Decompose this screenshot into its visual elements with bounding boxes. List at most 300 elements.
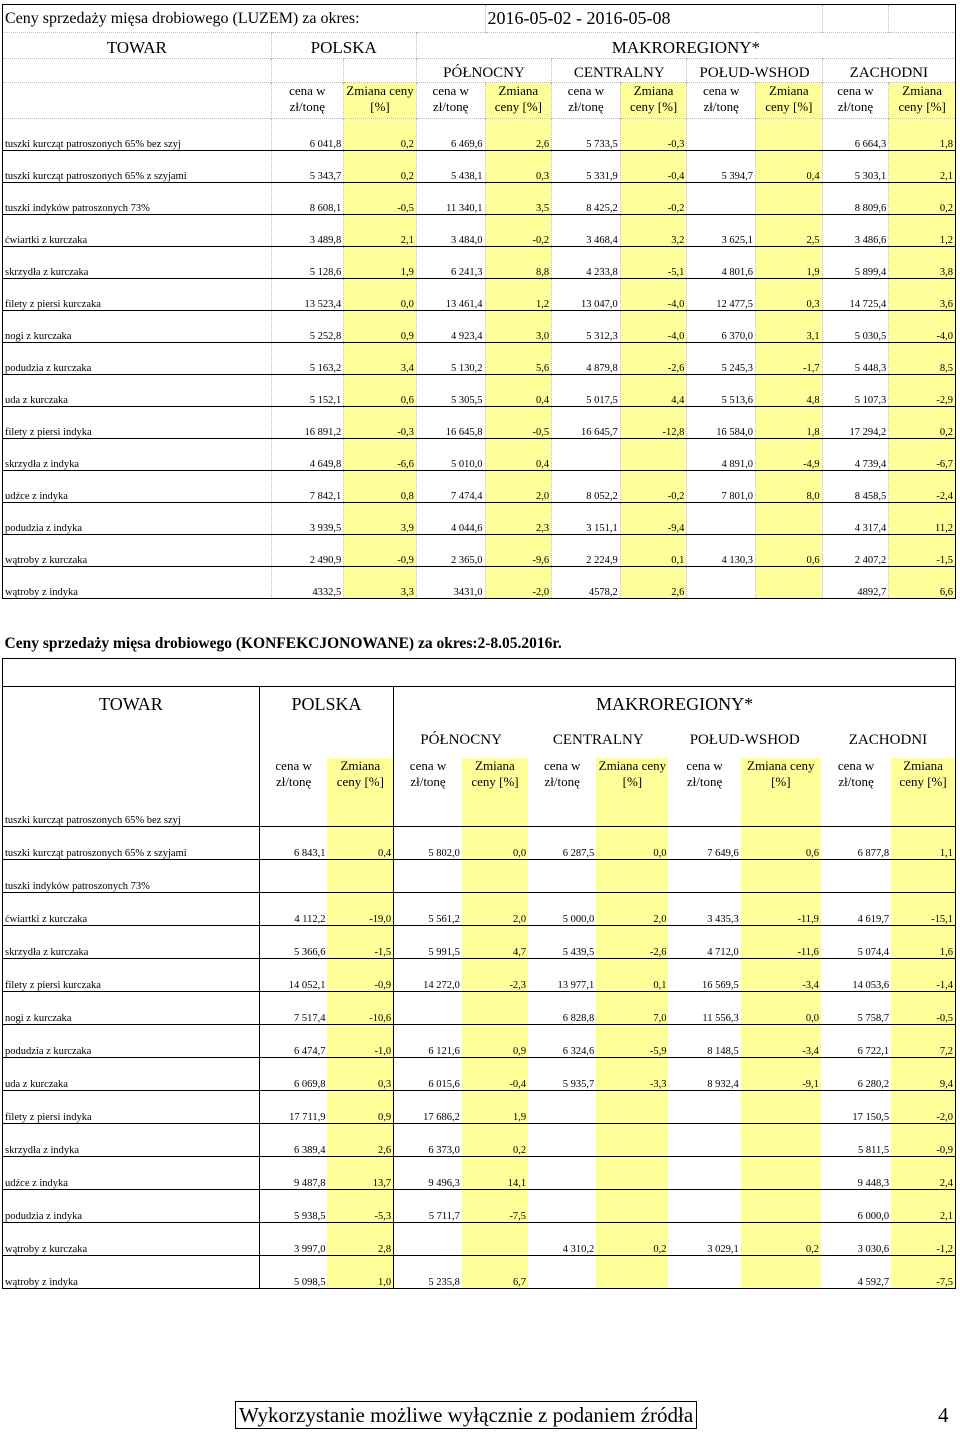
price-cell: 4 891,0 bbox=[687, 439, 756, 471]
price-cell bbox=[687, 503, 756, 535]
change-cell: 0,2 bbox=[344, 119, 417, 151]
price-cell: 5 448,3 bbox=[822, 343, 889, 375]
change-cell: 2,0 bbox=[462, 893, 528, 926]
price-cell: 13 461,4 bbox=[416, 279, 485, 311]
sub-header: cena w zł/tonę bbox=[259, 758, 327, 794]
region-polud-wshod: POŁUD-WSHOD bbox=[687, 59, 822, 83]
table-row bbox=[3, 1256, 956, 1289]
price-cell: 8 932,4 bbox=[668, 1058, 740, 1091]
change-cell: -4,0 bbox=[620, 279, 687, 311]
sub-header: cena w zł/tonę bbox=[837, 758, 875, 789]
price-cell: 5 152,1 bbox=[271, 375, 344, 407]
change-cell bbox=[741, 860, 821, 893]
change-cell bbox=[741, 1256, 821, 1289]
price-cell: 5 305,5 bbox=[416, 375, 485, 407]
change-cell: 0,2 bbox=[462, 1124, 528, 1157]
sub-header: cena w zł/tonę bbox=[543, 758, 581, 789]
change-cell: -7,5 bbox=[891, 1256, 955, 1289]
price-cell: 14 725,4 bbox=[822, 279, 889, 311]
col-polska: POLSKA bbox=[271, 33, 416, 59]
price-cell: 16 584,0 bbox=[687, 407, 756, 439]
change-cell bbox=[327, 794, 393, 827]
change-cell: -0,2 bbox=[485, 215, 552, 247]
col-polska: POLSKA bbox=[259, 686, 393, 722]
change-cell: 1,2 bbox=[485, 279, 552, 311]
change-cell bbox=[596, 1256, 668, 1289]
price-cell: 5 802,0 bbox=[394, 827, 462, 860]
price-cell: 5 711,7 bbox=[394, 1190, 462, 1223]
row-product-name: podudzia z indyka bbox=[3, 503, 272, 535]
price-cell: 4 739,4 bbox=[822, 439, 889, 471]
row-product-name: filety z piersi indyka bbox=[3, 1091, 260, 1124]
row-product-name: podudzia z kurczaka bbox=[3, 343, 272, 375]
table-row bbox=[3, 151, 956, 183]
price-cell bbox=[528, 860, 596, 893]
price-cell bbox=[394, 992, 462, 1025]
price-cell: 16 569,5 bbox=[668, 959, 740, 992]
price-cell: 5 074,4 bbox=[821, 926, 891, 959]
sub-header: Zmiana ceny [%] bbox=[344, 83, 417, 119]
price-cell: 5 935,7 bbox=[528, 1058, 596, 1091]
change-cell: -0,5 bbox=[891, 992, 955, 1025]
price-cell: 13 977,1 bbox=[528, 959, 596, 992]
row-product-name: podudzia z indyka bbox=[3, 1190, 260, 1223]
price-cell: 3 484,0 bbox=[416, 215, 485, 247]
price-cell bbox=[528, 794, 596, 827]
row-product-name: wątroby z indyka bbox=[3, 1256, 260, 1289]
change-cell: 9,4 bbox=[891, 1058, 955, 1091]
change-cell: -0,3 bbox=[620, 119, 687, 151]
price-cell: 13 523,4 bbox=[271, 279, 344, 311]
change-cell: -11,6 bbox=[741, 926, 821, 959]
table-row bbox=[3, 959, 956, 992]
price-cell: 4 801,6 bbox=[687, 247, 756, 279]
price-cell: 5 438,1 bbox=[416, 151, 485, 183]
change-cell: -1,7 bbox=[756, 343, 823, 375]
change-cell: -1,0 bbox=[327, 1025, 393, 1058]
price-cell: 6 287,5 bbox=[528, 827, 596, 860]
table1-period: 2016-05-02 - 2016-05-08 bbox=[485, 5, 822, 33]
price-cell: 9 496,3 bbox=[394, 1157, 462, 1190]
change-cell: -9,1 bbox=[741, 1058, 821, 1091]
sub-header: Zmiana ceny [%] bbox=[485, 83, 552, 119]
price-cell bbox=[668, 1091, 740, 1124]
price-cell: 14 052,1 bbox=[259, 959, 327, 992]
change-cell: -1,4 bbox=[891, 959, 955, 992]
change-cell: 6,7 bbox=[462, 1256, 528, 1289]
price-cell: 5 394,7 bbox=[687, 151, 756, 183]
change-cell: -3,4 bbox=[741, 1025, 821, 1058]
table1-title: Ceny sprzedaży mięsa drobiowego (LUZEM) za okres: bbox=[3, 5, 486, 33]
change-cell bbox=[756, 567, 823, 599]
price-cell: 4 310,2 bbox=[528, 1223, 596, 1256]
price-cell: 8 148,5 bbox=[668, 1025, 740, 1058]
price-cell: 6 241,3 bbox=[416, 247, 485, 279]
change-cell: 13,7 bbox=[327, 1157, 393, 1190]
change-cell: 8,8 bbox=[485, 247, 552, 279]
price-cell: 4 649,8 bbox=[271, 439, 344, 471]
price-cell: 8 608,1 bbox=[271, 183, 344, 215]
price-cell: 3 489,8 bbox=[271, 215, 344, 247]
price-cell: 9 487,8 bbox=[259, 1157, 327, 1190]
row-product-name: skrzydła z kurczaka bbox=[3, 926, 260, 959]
row-product-name: filety z piersi indyka bbox=[3, 407, 272, 439]
price-cell: 6 041,8 bbox=[271, 119, 344, 151]
sub-header: Zmiana ceny [%] bbox=[620, 83, 687, 119]
change-cell: -0,4 bbox=[462, 1058, 528, 1091]
row-product-name: podudzia z kurczaka bbox=[3, 1025, 260, 1058]
price-cell: 14 053,6 bbox=[821, 959, 891, 992]
sub-header: Zmiana ceny [%] bbox=[889, 83, 956, 119]
price-cell: 5 561,2 bbox=[394, 893, 462, 926]
table-row bbox=[3, 1091, 956, 1124]
change-cell: -0,3 bbox=[344, 407, 417, 439]
sub-header: Zmiana ceny [%] bbox=[327, 758, 393, 794]
change-cell: 0,6 bbox=[344, 375, 417, 407]
change-cell: -4,9 bbox=[756, 439, 823, 471]
price-cell bbox=[668, 794, 740, 827]
change-cell: -0,5 bbox=[485, 407, 552, 439]
price-cell: 7 801,0 bbox=[687, 471, 756, 503]
price-cell: 3 468,4 bbox=[552, 215, 621, 247]
price-cell bbox=[668, 1190, 740, 1223]
table-row bbox=[3, 794, 956, 827]
price-cell: 3 151,1 bbox=[552, 503, 621, 535]
price-cell: 2 224,9 bbox=[552, 535, 621, 567]
change-cell: -2,6 bbox=[596, 926, 668, 959]
price-cell: 2 407,2 bbox=[822, 535, 889, 567]
price-cell: 6 664,3 bbox=[822, 119, 889, 151]
change-cell: 0,2 bbox=[344, 151, 417, 183]
sub-header: Zmiana ceny [%] bbox=[891, 758, 955, 794]
price-cell: 8 052,2 bbox=[552, 471, 621, 503]
price-cell: 5 991,5 bbox=[394, 926, 462, 959]
price-cell: 11 556,3 bbox=[668, 992, 740, 1025]
change-cell bbox=[596, 794, 668, 827]
price-cell: 3 625,1 bbox=[687, 215, 756, 247]
change-cell: 2,0 bbox=[485, 471, 552, 503]
region-zachodni: ZACHODNI bbox=[821, 722, 956, 758]
price-cell: 5 000,0 bbox=[528, 893, 596, 926]
row-product-name: uda z kurczaka bbox=[3, 1058, 260, 1091]
change-cell: 1,1 bbox=[891, 827, 955, 860]
change-cell: -1,2 bbox=[891, 1223, 955, 1256]
table-row bbox=[3, 1058, 956, 1091]
change-cell: 2,6 bbox=[485, 119, 552, 151]
change-cell: -2,9 bbox=[889, 375, 956, 407]
price-cell: 3 435,3 bbox=[668, 893, 740, 926]
change-cell: -2,0 bbox=[891, 1091, 955, 1124]
change-cell: -5,3 bbox=[327, 1190, 393, 1223]
col-makroregiony: MAKROREGIONY* bbox=[416, 33, 955, 59]
change-cell: 0,8 bbox=[344, 471, 417, 503]
price-cell: 6 121,6 bbox=[394, 1025, 462, 1058]
price-cell: 8 809,6 bbox=[822, 183, 889, 215]
change-cell bbox=[462, 1223, 528, 1256]
sub-header: cena w zł/tonę bbox=[394, 758, 462, 794]
price-cell: 4 923,4 bbox=[416, 311, 485, 343]
price-cell: 5 733,5 bbox=[552, 119, 621, 151]
change-cell: 8,5 bbox=[889, 343, 956, 375]
change-cell: 2,6 bbox=[327, 1124, 393, 1157]
change-cell: 0,1 bbox=[596, 959, 668, 992]
change-cell bbox=[741, 1190, 821, 1223]
price-cell: 4332,5 bbox=[271, 567, 344, 599]
change-cell: -4,0 bbox=[889, 311, 956, 343]
price-cell: 6 828,8 bbox=[528, 992, 596, 1025]
change-cell: 2,1 bbox=[344, 215, 417, 247]
change-cell: 11,2 bbox=[889, 503, 956, 535]
change-cell: -11,9 bbox=[741, 893, 821, 926]
table-row bbox=[3, 992, 956, 1025]
change-cell bbox=[741, 794, 821, 827]
price-cell: 5 010,0 bbox=[416, 439, 485, 471]
change-cell bbox=[462, 992, 528, 1025]
change-cell bbox=[596, 860, 668, 893]
change-cell: 0,9 bbox=[327, 1091, 393, 1124]
change-cell: 4,7 bbox=[462, 926, 528, 959]
price-cell: 5 017,5 bbox=[552, 375, 621, 407]
change-cell: -4,0 bbox=[620, 311, 687, 343]
change-cell: 1,9 bbox=[462, 1091, 528, 1124]
table-row bbox=[3, 1025, 956, 1058]
price-cell: 8 425,2 bbox=[552, 183, 621, 215]
change-cell: -2,3 bbox=[462, 959, 528, 992]
row-product-name: tuszki kurcząt patroszonych 65% z szyjami bbox=[3, 827, 260, 860]
price-cell bbox=[687, 183, 756, 215]
col-towar: TOWAR bbox=[3, 33, 272, 59]
price-cell: 2 490,9 bbox=[271, 535, 344, 567]
price-cell bbox=[394, 794, 462, 827]
price-cell: 6 069,8 bbox=[259, 1058, 327, 1091]
change-cell: 0,2 bbox=[596, 1223, 668, 1256]
price-cell: 6 000,0 bbox=[821, 1190, 891, 1223]
change-cell: 2,1 bbox=[891, 1190, 955, 1223]
change-cell: -3,3 bbox=[596, 1058, 668, 1091]
price-cell: 5 030,5 bbox=[822, 311, 889, 343]
table-row bbox=[3, 926, 956, 959]
price-cell: 6 370,0 bbox=[687, 311, 756, 343]
change-cell: -19,0 bbox=[327, 893, 393, 926]
price-cell bbox=[687, 567, 756, 599]
price-cell: 4 592,7 bbox=[821, 1256, 891, 1289]
footer-source-note: Wykorzystanie możliwe wyłącznie z podaniem źródła bbox=[235, 1401, 697, 1429]
price-cell: 5 811,5 bbox=[821, 1124, 891, 1157]
price-cell: 6 877,8 bbox=[821, 827, 891, 860]
col-towar: TOWAR bbox=[3, 686, 260, 722]
price-cell: 5 303,1 bbox=[822, 151, 889, 183]
change-cell bbox=[462, 794, 528, 827]
price-cell: 4892,7 bbox=[822, 567, 889, 599]
change-cell: -2,6 bbox=[620, 343, 687, 375]
change-cell: -6,7 bbox=[889, 439, 956, 471]
price-cell: 11 340,1 bbox=[416, 183, 485, 215]
change-cell: -0,2 bbox=[620, 471, 687, 503]
price-cell: 7 649,6 bbox=[668, 827, 740, 860]
region-zachodni: ZACHODNI bbox=[822, 59, 955, 83]
price-cell: 5 163,2 bbox=[271, 343, 344, 375]
table-konfekcjonowane bbox=[2, 630, 956, 1289]
change-cell bbox=[756, 503, 823, 535]
price-cell: 4 712,0 bbox=[668, 926, 740, 959]
change-cell: 0,0 bbox=[741, 992, 821, 1025]
change-cell bbox=[596, 1124, 668, 1157]
sub-header: cena w zł/tonę bbox=[822, 83, 889, 119]
change-cell bbox=[756, 119, 823, 151]
change-cell: -5,9 bbox=[596, 1025, 668, 1058]
change-cell: 6,6 bbox=[889, 567, 956, 599]
price-cell: 3 486,6 bbox=[822, 215, 889, 247]
change-cell: 0,9 bbox=[344, 311, 417, 343]
change-cell: 0,6 bbox=[756, 535, 823, 567]
change-cell: 3,1 bbox=[756, 311, 823, 343]
change-cell: 2,0 bbox=[596, 893, 668, 926]
price-cell bbox=[528, 1091, 596, 1124]
sub-header: cena w zł/tonę bbox=[686, 758, 723, 789]
change-cell: 0,6 bbox=[741, 827, 821, 860]
table-row bbox=[3, 471, 956, 503]
change-cell: 0,4 bbox=[485, 375, 552, 407]
price-cell bbox=[528, 1124, 596, 1157]
price-cell: 5 107,3 bbox=[822, 375, 889, 407]
row-product-name: wątroby z kurczaka bbox=[3, 1223, 260, 1256]
row-product-name: tuszki indyków patroszonych 73% bbox=[3, 183, 272, 215]
price-cell bbox=[394, 1223, 462, 1256]
price-cell: 7 842,1 bbox=[271, 471, 344, 503]
row-product-name: tuszki kurcząt patroszonych 65% z szyjami bbox=[3, 151, 272, 183]
change-cell: 4,8 bbox=[756, 375, 823, 407]
change-cell: 0,4 bbox=[485, 439, 552, 471]
change-cell: -5,1 bbox=[620, 247, 687, 279]
price-cell: 5 343,7 bbox=[271, 151, 344, 183]
change-cell: -9,4 bbox=[620, 503, 687, 535]
table-row bbox=[3, 1157, 956, 1190]
row-product-name: wątroby z indyka bbox=[3, 567, 272, 599]
price-cell: 6 474,7 bbox=[259, 1025, 327, 1058]
change-cell: 0,9 bbox=[462, 1025, 528, 1058]
table-row bbox=[3, 311, 956, 343]
change-cell: -3,4 bbox=[741, 959, 821, 992]
price-cell bbox=[668, 860, 740, 893]
price-cell bbox=[668, 1124, 740, 1157]
price-cell bbox=[528, 1157, 596, 1190]
sub-header: cena w zł/tonę bbox=[687, 83, 756, 119]
row-product-name: skrzydła z kurczaka bbox=[3, 247, 272, 279]
change-cell: 5,6 bbox=[485, 343, 552, 375]
change-cell: 0,3 bbox=[756, 279, 823, 311]
change-cell: -9,6 bbox=[485, 535, 552, 567]
price-cell: 5 513,6 bbox=[687, 375, 756, 407]
table-row bbox=[3, 1190, 956, 1223]
price-cell: 5 098,5 bbox=[259, 1256, 327, 1289]
change-cell: 4,4 bbox=[620, 375, 687, 407]
price-cell bbox=[821, 794, 891, 827]
change-cell: 2,4 bbox=[891, 1157, 955, 1190]
change-cell: -0,9 bbox=[344, 535, 417, 567]
price-cell: 6 469,6 bbox=[416, 119, 485, 151]
table-row bbox=[3, 1223, 956, 1256]
table-row bbox=[3, 860, 956, 893]
change-cell: 3,5 bbox=[485, 183, 552, 215]
change-cell: -0,9 bbox=[327, 959, 393, 992]
table-row bbox=[3, 279, 956, 311]
price-cell: 5 252,8 bbox=[271, 311, 344, 343]
sub-header: Zmiana ceny [%] bbox=[741, 758, 821, 794]
change-cell: 1,6 bbox=[891, 926, 955, 959]
price-cell: 7 517,4 bbox=[259, 992, 327, 1025]
price-cell: 3 030,6 bbox=[821, 1223, 891, 1256]
change-cell bbox=[596, 1157, 668, 1190]
price-cell bbox=[821, 860, 891, 893]
change-cell: 0,1 bbox=[620, 535, 687, 567]
change-cell: 1,0 bbox=[327, 1256, 393, 1289]
price-cell bbox=[394, 860, 462, 893]
row-product-name: tuszki indyków patroszonych 73% bbox=[3, 860, 260, 893]
price-cell bbox=[528, 1256, 596, 1289]
row-product-name: uda z kurczaka bbox=[3, 375, 272, 407]
row-product-name: tuszki kurcząt patroszonych 65% bez szyj bbox=[3, 119, 272, 151]
price-cell bbox=[528, 1190, 596, 1223]
price-cell: 3431,0 bbox=[416, 567, 485, 599]
change-cell: 0,2 bbox=[889, 183, 956, 215]
price-cell: 6 015,6 bbox=[394, 1058, 462, 1091]
table-row bbox=[3, 567, 956, 599]
row-product-name: wątroby z kurczaka bbox=[3, 535, 272, 567]
change-cell bbox=[756, 183, 823, 215]
change-cell: 0,2 bbox=[889, 407, 956, 439]
price-cell: 4 317,4 bbox=[822, 503, 889, 535]
price-cell: 4 619,7 bbox=[821, 893, 891, 926]
change-cell: 7,0 bbox=[596, 992, 668, 1025]
change-cell: -0,2 bbox=[620, 183, 687, 215]
row-product-name: filety z piersi kurczaka bbox=[3, 279, 272, 311]
row-product-name: ćwiartki z kurczaka bbox=[3, 893, 260, 926]
change-cell: 1,9 bbox=[344, 247, 417, 279]
change-cell: 0,0 bbox=[344, 279, 417, 311]
table-row bbox=[3, 1124, 956, 1157]
price-cell: 14 272,0 bbox=[394, 959, 462, 992]
price-cell: 8 458,5 bbox=[822, 471, 889, 503]
change-cell: 2,5 bbox=[756, 215, 823, 247]
price-cell: 7 474,4 bbox=[416, 471, 485, 503]
price-cell: 4 112,2 bbox=[259, 893, 327, 926]
change-cell: 3,3 bbox=[344, 567, 417, 599]
change-cell: -10,6 bbox=[327, 992, 393, 1025]
price-cell: 4578,2 bbox=[552, 567, 621, 599]
price-cell: 3 939,5 bbox=[271, 503, 344, 535]
change-cell: -0,5 bbox=[344, 183, 417, 215]
change-cell bbox=[327, 860, 393, 893]
change-cell: -0,4 bbox=[620, 151, 687, 183]
change-cell bbox=[620, 439, 687, 471]
change-cell: 7,2 bbox=[891, 1025, 955, 1058]
change-cell bbox=[741, 1157, 821, 1190]
price-cell: 17 711,9 bbox=[259, 1091, 327, 1124]
change-cell bbox=[741, 1091, 821, 1124]
change-cell: 3,9 bbox=[344, 503, 417, 535]
price-cell: 5 312,3 bbox=[552, 311, 621, 343]
change-cell: 0,4 bbox=[327, 827, 393, 860]
col-makroregiony: MAKROREGIONY* bbox=[394, 686, 956, 722]
price-cell: 16 891,2 bbox=[271, 407, 344, 439]
row-product-name: udźce z indyka bbox=[3, 471, 272, 503]
change-cell: 3,4 bbox=[344, 343, 417, 375]
change-cell: -1,5 bbox=[327, 926, 393, 959]
change-cell: 0,3 bbox=[485, 151, 552, 183]
sub-header: cena w zł/tonę bbox=[416, 83, 485, 119]
price-cell: 3 029,1 bbox=[668, 1223, 740, 1256]
change-cell: 8,0 bbox=[756, 471, 823, 503]
